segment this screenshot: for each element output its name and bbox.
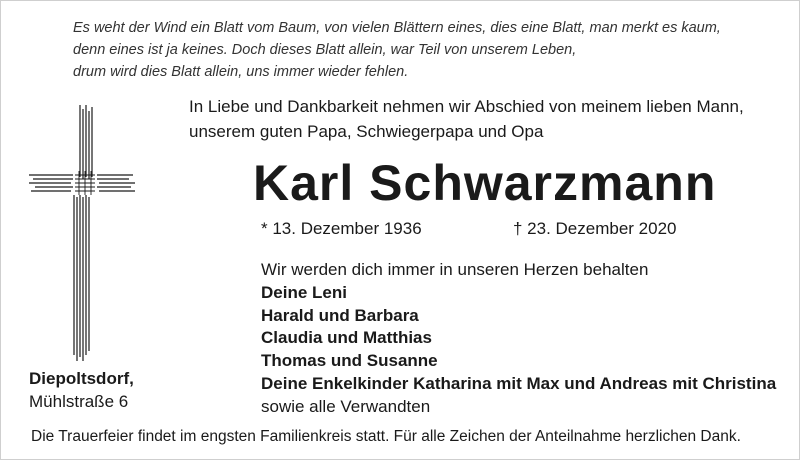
deceased-name: Karl Schwarzmann <box>253 155 717 211</box>
mourners-closing: sowie alle Verwandten <box>261 396 431 416</box>
birth-date: * 13. Dezember 1936 <box>261 219 422 238</box>
mourner-name: Thomas und Susanne <box>261 351 438 371</box>
footer-note: Die Trauerfeier findet im engsten Familienkreis statt. Für alle Zeichen der Anteilnahme herzlichen Dank. <box>31 428 741 445</box>
intro-line: In Liebe und Dankbarkeit nehmen wir Abschied von meinem lieben Mann, <box>189 97 744 116</box>
mourners-list <box>261 259 776 419</box>
address <box>29 368 134 414</box>
mourners-intro: Wir werden dich immer in unseren Herzen behalten <box>261 260 649 279</box>
poem <box>73 17 773 83</box>
poem-line: Es weht der Wind ein Blatt vom Baum, von vielen Blättern eines, dies eine Blatt, man merkt es kaum, <box>73 20 721 36</box>
mourner-name: Claudia und Matthias <box>261 328 432 348</box>
address-street: Mühlstraße 6 <box>29 391 129 411</box>
death-date: † 23. Dezember 2020 <box>513 219 677 238</box>
mourner-name: Deine Leni <box>261 282 347 302</box>
intro-text <box>189 94 744 144</box>
mourner-name: Harald und Barbara <box>261 305 419 325</box>
mourner-name: Deine Enkelkinder Katharina mit Max und Andreas mit Christina <box>261 373 777 393</box>
intro-line: unserem guten Papa, Schwiegerpapa und Opa <box>189 122 544 141</box>
address-town: Diepoltsdorf, <box>29 369 134 388</box>
cross-icon <box>29 105 135 361</box>
poem-line: denn eines ist ja keines. Doch dieses Blatt allein, war Teil von unserem Leben, <box>73 42 577 58</box>
poem-line: drum wird dies Blatt allein, uns immer wieder fehlen. <box>73 64 409 80</box>
